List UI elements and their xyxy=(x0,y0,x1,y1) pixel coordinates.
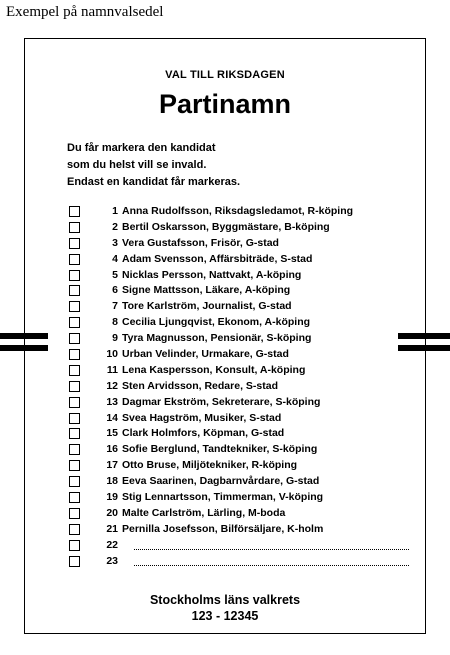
instructions xyxy=(67,140,240,191)
candidate-name: Pernilla Josefsson, Bilförsäljare, K-holm xyxy=(122,522,324,535)
candidate-number: 11 xyxy=(106,363,118,376)
candidate-row xyxy=(69,490,409,506)
candidate-name: Sten Arvidsson, Redare, S-stad xyxy=(122,379,278,392)
candidate-number: 20 xyxy=(106,506,118,519)
candidate-row xyxy=(69,347,409,363)
candidate-row xyxy=(69,522,409,538)
candidate-row xyxy=(69,268,409,284)
candidate-row xyxy=(69,299,409,315)
candidate-row xyxy=(69,395,409,411)
candidate-name: Dagmar Ekström, Sekreterare, S-köping xyxy=(122,395,321,408)
candidate-number: 4 xyxy=(112,252,118,265)
candidate-name: Cecilia Ljungqvist, Ekonom, A-köping xyxy=(122,316,311,329)
candidate-row xyxy=(69,220,409,236)
constituency-name: Stockholms läns valkrets xyxy=(149,593,301,607)
candidate-name: Adam Svensson, Affärsbiträde, S-stad xyxy=(122,252,313,265)
candidate-number: 6 xyxy=(112,284,118,297)
candidate-number: 3 xyxy=(112,236,118,249)
page-caption: Exempel på namnvalsedel xyxy=(6,4,164,20)
candidate-number: 2 xyxy=(112,220,118,233)
candidate-number: 10 xyxy=(106,348,118,361)
candidate-name: Otto Bruse, Miljötekniker, R-köping xyxy=(122,459,298,472)
candidate-row xyxy=(69,474,409,490)
candidate-number: 21 xyxy=(106,522,118,535)
instruction-line: som du helst vill se invald. xyxy=(67,159,207,171)
candidate-name: Tyra Magnusson, Pensionär, S-köping xyxy=(122,332,312,345)
candidate-row xyxy=(69,204,409,220)
candidate-name: Sofie Berglund, Tandtekniker, S-köping xyxy=(122,443,318,456)
candidate-list xyxy=(69,204,409,569)
candidate-name: Nicklas Persson, Nattvakt, A-köping xyxy=(122,268,302,281)
constituency-code: 123 - 12345 xyxy=(191,609,259,623)
candidate-number: 5 xyxy=(112,268,118,281)
candidate-row xyxy=(69,538,409,554)
candidate-name: Urban Velinder, Urmakare, G-stad xyxy=(122,348,289,361)
candidate-name: Tore Karlström, Journalist, G-stad xyxy=(122,300,292,313)
instruction-line: Du får markera den kandidat xyxy=(67,142,216,154)
candidate-number: 7 xyxy=(112,300,118,313)
ballot-paper xyxy=(24,38,426,634)
candidate-row xyxy=(69,554,409,570)
instruction-line: Endast en kandidat får markeras. xyxy=(67,176,241,188)
candidate-row xyxy=(69,283,409,299)
candidate-row xyxy=(69,252,409,268)
candidate-name: Svea Hagström, Musiker, S-stad xyxy=(122,411,282,424)
candidate-number: 1 xyxy=(112,205,118,217)
candidate-number: 16 xyxy=(106,443,118,456)
candidate-number: 8 xyxy=(112,316,118,329)
candidate-row xyxy=(69,411,409,427)
candidate-number: 14 xyxy=(106,411,118,424)
ballot-heading: VAL TILL RIKSDAGEN xyxy=(165,69,285,81)
candidate-row xyxy=(69,442,409,458)
candidate-row xyxy=(69,315,409,331)
candidate-name: Clark Holmfors, Köpman, G-stad xyxy=(122,427,285,440)
candidate-number: 17 xyxy=(106,459,118,472)
candidate-name: Vera Gustafsson, Frisör, G-stad xyxy=(122,236,279,249)
candidate-row xyxy=(69,458,409,474)
candidate-row xyxy=(69,363,409,379)
candidate-name: Anna Rudolfsson, Riksdagsledamot, R-köping xyxy=(122,205,354,217)
candidate-number: 12 xyxy=(106,379,118,392)
candidate-name: Eeva Saarinen, Dagbarnvårdare, G-stad xyxy=(122,475,320,488)
candidate-number: 15 xyxy=(106,427,118,440)
party-name: Partinamn xyxy=(158,89,292,119)
candidate-number: 22 xyxy=(106,538,118,551)
candidate-name: Bertil Oskarsson, Byggmästare, B-köping xyxy=(122,220,330,233)
constituency xyxy=(25,592,425,624)
candidate-row xyxy=(69,426,409,442)
candidate-number: 18 xyxy=(106,475,118,488)
write-in-line[interactable] xyxy=(134,565,409,566)
candidate-row xyxy=(69,506,409,522)
candidate-row xyxy=(69,331,409,347)
candidate-row xyxy=(69,236,409,252)
candidate-name: Lena Kaspersson, Konsult, A-köping xyxy=(122,363,306,376)
candidate-number: 13 xyxy=(106,395,118,408)
candidate-name: Stig Lennartsson, Timmerman, V-köping xyxy=(122,491,324,504)
candidate-number: 19 xyxy=(106,491,118,504)
candidate-number: 23 xyxy=(106,554,118,567)
candidate-number: 9 xyxy=(112,332,118,345)
write-in-line[interactable] xyxy=(134,549,409,550)
candidate-row xyxy=(69,379,409,395)
candidate-name: Signe Mattsson, Läkare, A-köping xyxy=(122,284,291,297)
candidate-name: Malte Carlström, Lärling, M-boda xyxy=(122,506,286,519)
